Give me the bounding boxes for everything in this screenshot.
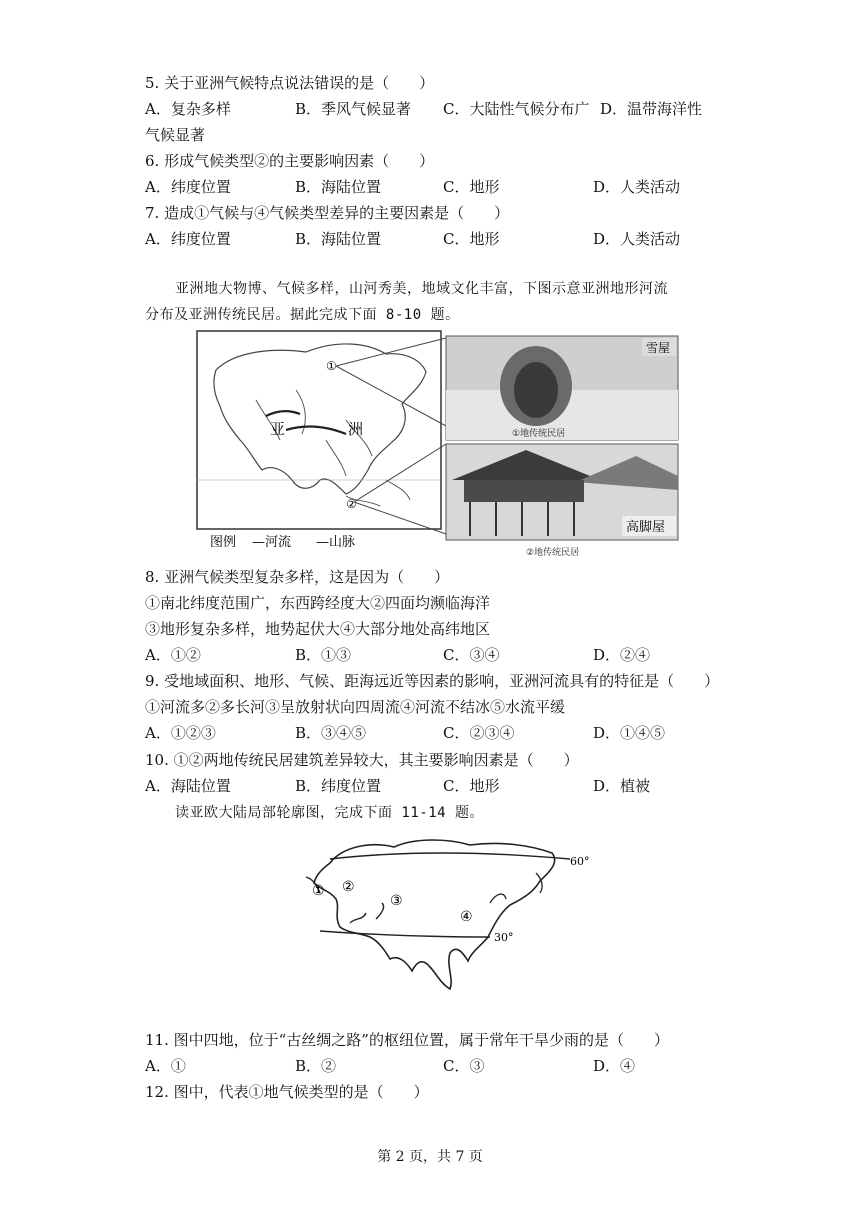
q8-statement-line1: ①南北纬度范围广，东西跨经度大②四面均濒临海洋 [145,594,491,612]
map-marker-2: ② [346,497,357,511]
q8-options [145,645,745,665]
q9-option-b: B．③④⑤ [295,724,367,742]
q7-options [145,229,745,249]
q10-stem: 10. ①②两地传统民居建筑差异较大，其主要影响因素是（ ） [145,751,579,769]
intro-11-14: 读亚欧大陆局部轮廓图，完成下面 11-14 题。 [175,805,484,821]
marker-3: ③ [390,893,403,909]
q11-stem: 11. 图中四地，位于“古丝绸之路”的枢纽位置，属于常年干旱少雨的是（ ） [145,1031,669,1049]
q9-option-a: A．①②③ [145,724,216,742]
q5-option-d-continued: 气候显著 [145,126,206,144]
eurasia-coastline [314,840,555,989]
q8-stem: 8. 亚洲气候类型复杂多样，这是因为（ ） [145,568,450,586]
lat-30-label: 30° [494,931,514,944]
q5-stem: 5. 关于亚洲气候特点说法错误的是（ ） [145,74,435,92]
q12-stem: 12. 图中，代表①地气候类型的是（ ） [145,1083,429,1101]
q5-option-a: A．复杂多样 [145,100,231,118]
legend-title: 图例 [210,535,237,550]
q6-options [145,177,745,197]
page-number: 第 2 页，共 7 页 [377,1149,483,1165]
q5-options [145,99,745,119]
marker-4: ④ [460,909,473,925]
asia-terrain-dwellings-figure [196,330,682,562]
q6-stem: 6. 形成气候类型②的主要影响因素（ ） [145,152,435,170]
lat-60-line [330,853,570,859]
q11-option-b: B．② [295,1057,337,1075]
lat-60-label: 60° [570,855,590,868]
q7-option-d: D．人类活动 [593,230,681,248]
photo2-title: 高脚屋 [626,520,666,535]
q6-option-d: D．人类活动 [593,178,681,196]
q10-option-b: B．纬度位置 [295,777,382,795]
lat-30-line [320,931,490,937]
q9-options [145,723,745,743]
map-label-ya: 亚 [270,420,286,438]
q9-option-c: C．②③④ [443,724,515,742]
q9-stem: 9. 受地域面积、地形、气候、距海远近等因素的影响，亚洲河流具有的特征是（ ） [145,672,720,690]
marker-1: ① [312,883,325,899]
q6-option-b: B．海陆位置 [295,178,382,196]
igloo-entrance [514,362,558,418]
q6-option-c: C．地形 [443,178,500,196]
q11-option-a: A．① [145,1057,186,1075]
map-marker-1: ① [326,359,337,373]
photo1-title: 雪屋 [646,341,671,355]
map-label-zhou: 洲 [348,420,364,438]
q10-option-a: A．海陆位置 [145,777,231,795]
q9-option-d: D．①④⑤ [593,724,666,742]
eurasia-outline-figure [290,833,590,1003]
q7-option-a: A．纬度位置 [145,230,231,248]
q8-option-a: A．①② [145,646,201,664]
legend-mountain: —山脉 [316,535,356,550]
q10-option-c: C．地形 [443,777,500,795]
q8-option-c: C．③④ [443,646,500,664]
marker-2: ② [342,879,355,895]
q8-option-d: D．②④ [593,646,651,664]
house-body [464,480,584,502]
q5-option-b: B．季风气候显著 [295,100,412,118]
q7-stem: 7. 造成①气候与④气候类型差异的主要因素是（ ） [145,204,510,222]
q8-option-b: B．①③ [295,646,352,664]
q11-options [145,1056,745,1076]
legend-river: —河流 [252,535,292,550]
q11-option-c: C．③ [443,1057,485,1075]
q6-option-a: A．纬度位置 [145,178,231,196]
photo1-caption: ①地传统民居 [512,429,566,439]
intro-8-10-line1: 亚洲地大物博、气候多样，山河秀美，地域文化丰富，下图示意亚洲地形河流 [175,281,668,297]
map-frame [197,331,441,529]
q7-option-b: B．海陆位置 [295,230,382,248]
q9-statement-line1: ①河流多②多长河③呈放射状向四周流④河流不结冰⑤水流平缓 [145,698,566,716]
q10-options [145,776,745,796]
q7-option-c: C．地形 [443,230,500,248]
q8-statement-line2: ③地形复杂多样，地势起伏大④大部分地处高纬地区 [145,620,491,638]
intro-8-10-line2: 分布及亚洲传统民居。据此完成下面 8-10 题。 [145,307,460,323]
q11-option-d: D．④ [593,1057,636,1075]
inland-seas [350,903,384,923]
q10-option-d: D．植被 [593,777,651,795]
q5-option-d: D．温带海洋性 [600,100,703,118]
q5-option-c: C．大陆性气候分布广 [443,100,590,118]
photo2-caption: ②地传统民居 [526,548,580,558]
